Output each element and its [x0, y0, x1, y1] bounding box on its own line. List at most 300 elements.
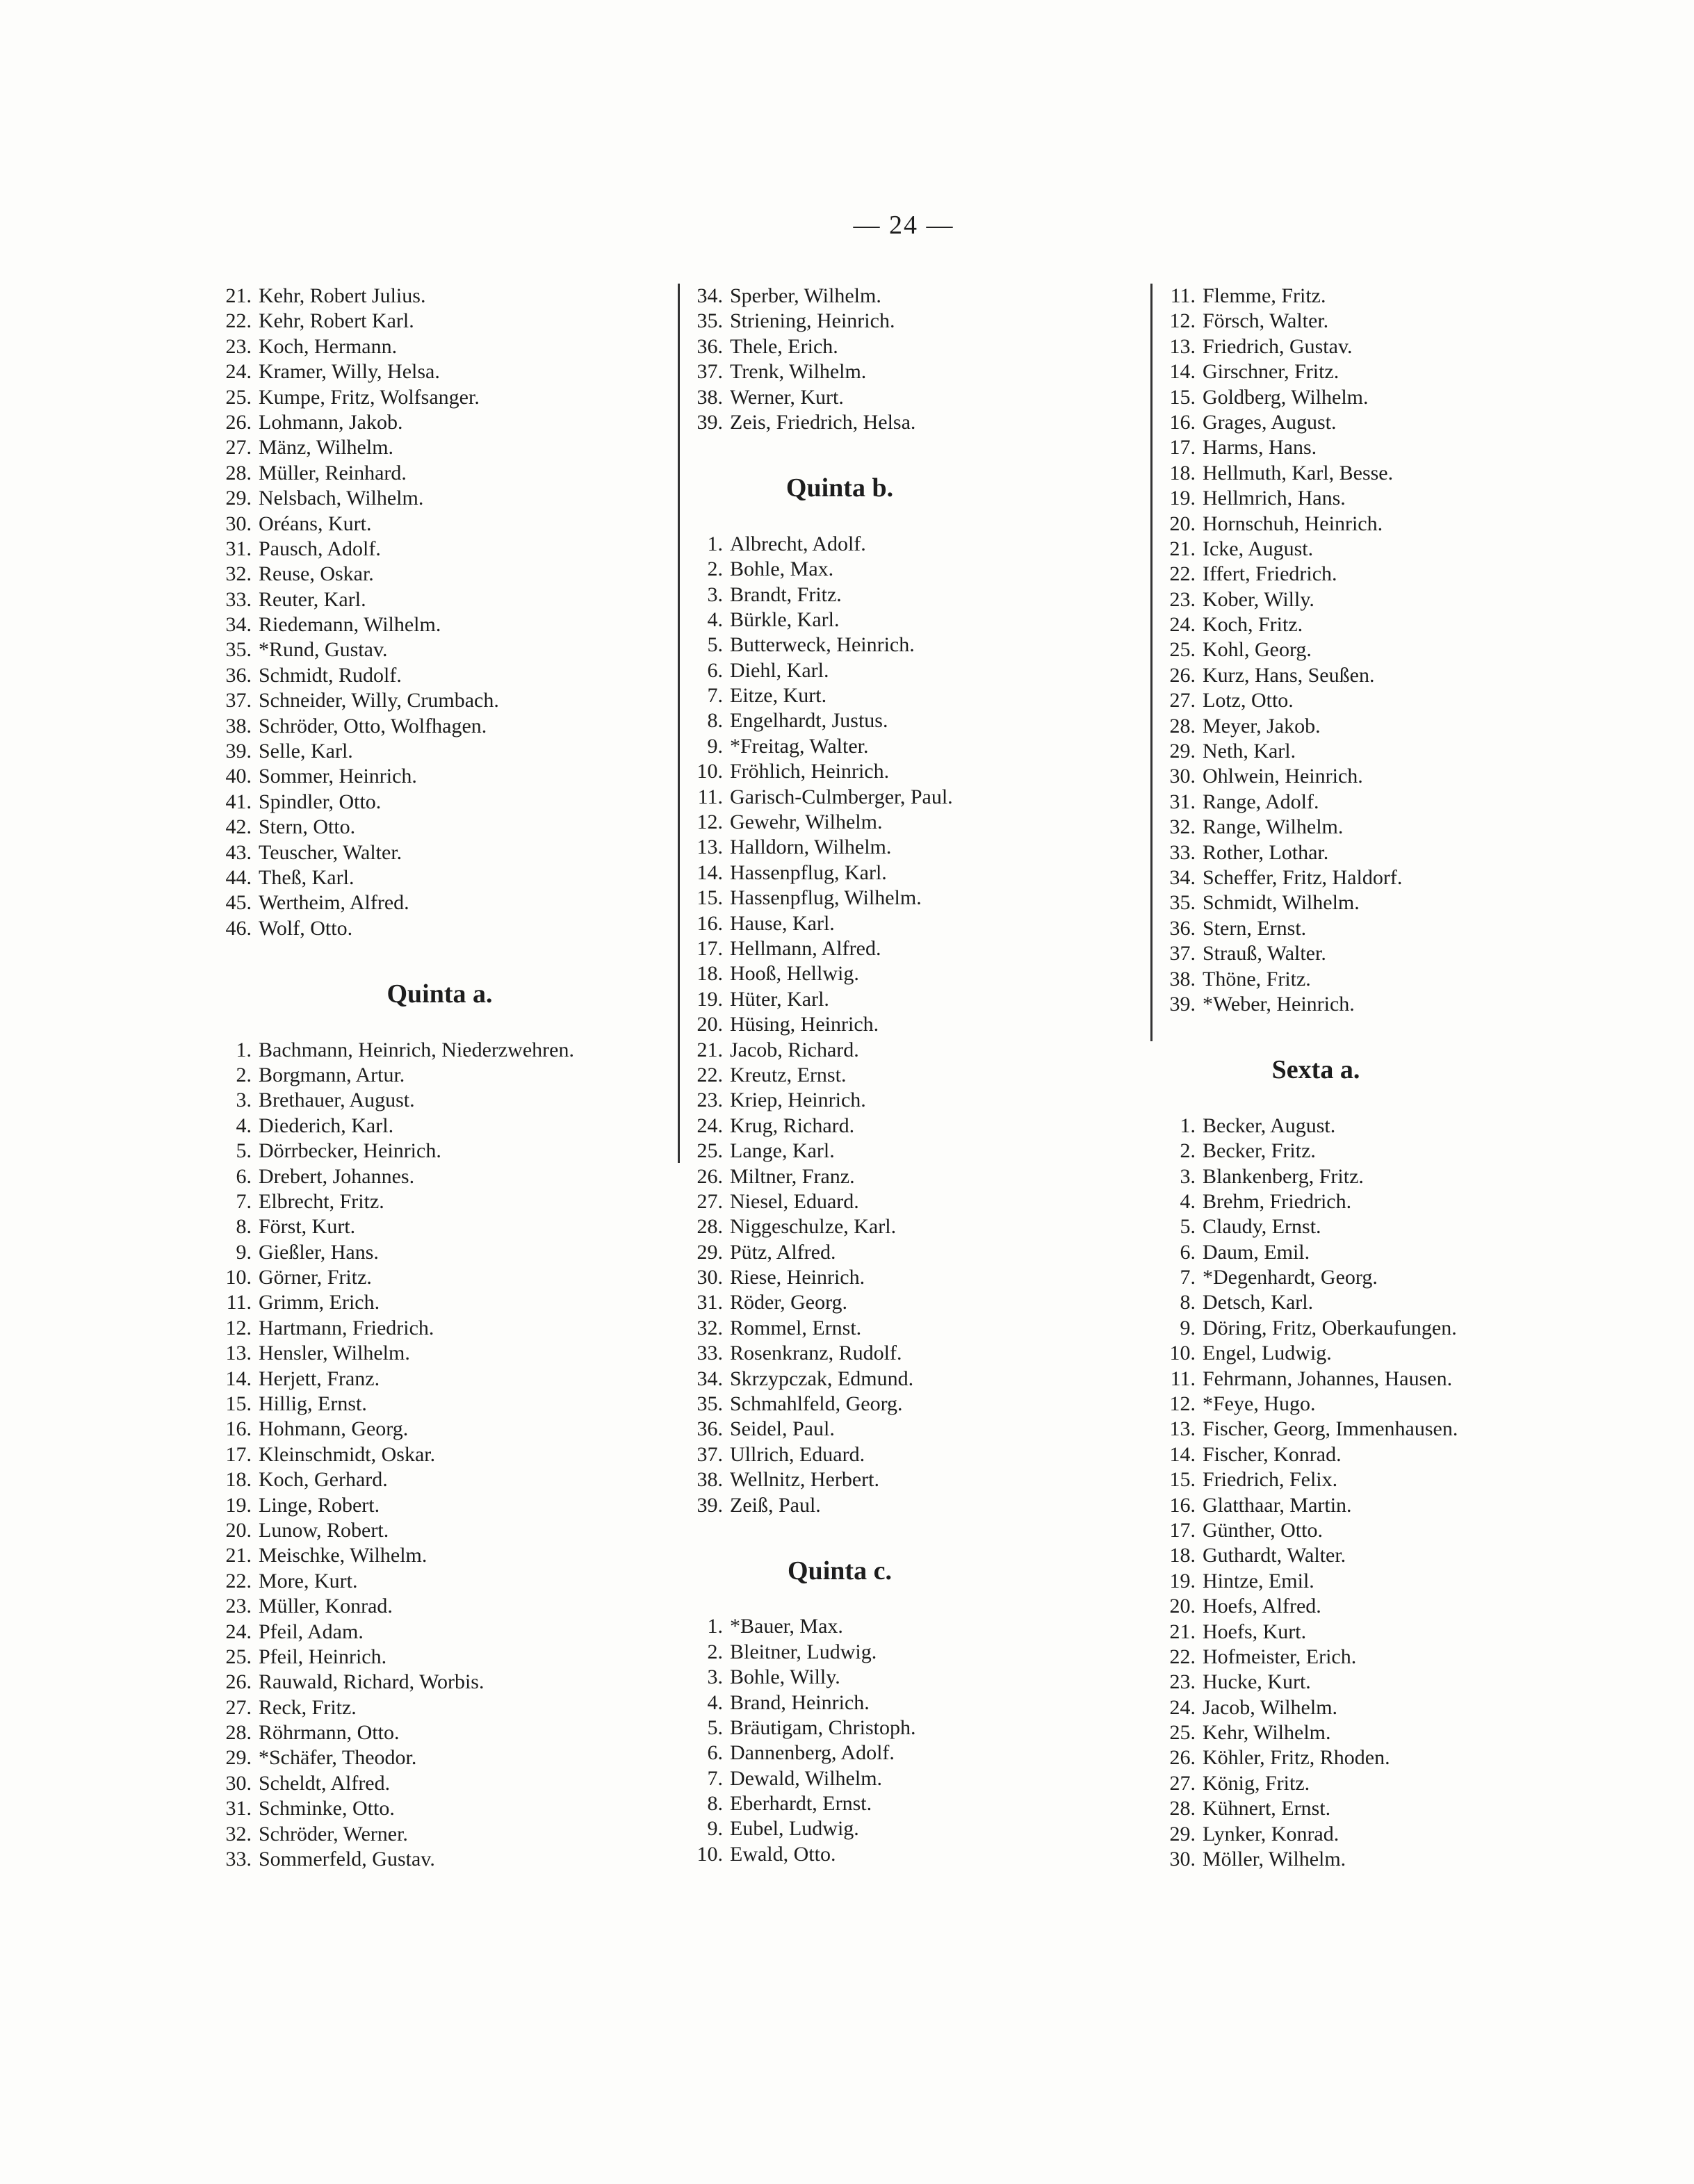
- entry-name: Schmidt, Wilhelm.: [1203, 891, 1360, 915]
- entry-name: Halldorn, Wilhelm.: [730, 836, 892, 859]
- list-item: [209, 1720, 671, 1745]
- list-item: [1153, 1417, 1604, 1442]
- entry-number: 27.: [697, 1189, 723, 1213]
- entry-number: 42.: [225, 815, 252, 839]
- entry-name: Pfeil, Heinrich.: [259, 1645, 387, 1668]
- list-item: [209, 1847, 671, 1872]
- list-item: [1153, 410, 1604, 435]
- entry-name: Bohle, Max.: [730, 557, 834, 581]
- entry-number: 11.: [1170, 284, 1196, 307]
- entry-number: 1.: [236, 1038, 252, 1061]
- list-item: [680, 385, 1142, 410]
- entry-name: Borgmann, Artur.: [259, 1063, 405, 1086]
- entry-name: Thöne, Fritz.: [1203, 967, 1311, 991]
- entry-number: 30.: [1169, 1848, 1196, 1871]
- entry-number: 35.: [225, 638, 252, 662]
- entry-name: Ohlwein, Heinrich.: [1203, 765, 1363, 788]
- entry-number: 17.: [1169, 1518, 1196, 1542]
- entry-name: Ewald, Otto.: [730, 1842, 836, 1866]
- entry-number: 39.: [697, 410, 723, 434]
- list-item: [680, 759, 1142, 784]
- entry-number: 32.: [225, 1822, 252, 1845]
- entry-name: Jacob, Wilhelm.: [1203, 1695, 1338, 1719]
- entry-number: 31.: [225, 1797, 252, 1820]
- entry-number: 23.: [225, 1595, 252, 1618]
- list-item: [1153, 1518, 1604, 1543]
- entry-name: Koch, Fritz.: [1203, 613, 1303, 637]
- entry-name: Lange, Karl.: [730, 1139, 835, 1163]
- entry-name: Lunow, Robert.: [259, 1518, 389, 1542]
- entry-name: Koch, Hermann.: [259, 334, 398, 358]
- entry-number: 13.: [1169, 334, 1196, 358]
- entry-name: Elbrecht, Fritz.: [259, 1189, 384, 1213]
- entry-number: 15.: [225, 1392, 252, 1416]
- list-item: [1153, 840, 1604, 865]
- entry-number: 11.: [226, 1291, 252, 1314]
- list-item: [680, 309, 1142, 334]
- entry-number: 2.: [236, 1063, 252, 1086]
- entry-number: 30.: [225, 512, 252, 535]
- entry-name: More, Kurt.: [259, 1569, 358, 1592]
- list-item: [209, 1290, 671, 1315]
- entry-name: Trenk, Wilhelm.: [730, 360, 867, 384]
- entry-name: Lotz, Otto.: [1203, 689, 1294, 712]
- list-item: [1153, 587, 1604, 612]
- entry-name: Schmidt, Rudolf.: [259, 663, 402, 687]
- list-item: [680, 1341, 1142, 1366]
- list-item: [1153, 1467, 1604, 1492]
- entry-number: 37.: [1169, 942, 1196, 965]
- list-item: [209, 1670, 671, 1695]
- list-item: [680, 785, 1142, 810]
- entry-name: Detsch, Karl.: [1203, 1291, 1314, 1314]
- entry-name: Lynker, Konrad.: [1203, 1822, 1339, 1845]
- entry-number: 26.: [1169, 663, 1196, 687]
- entry-number: 40.: [225, 765, 252, 788]
- entry-name: Albrecht, Adolf.: [730, 532, 866, 555]
- list-item: [1153, 1695, 1604, 1720]
- entry-number: 4.: [1180, 1189, 1196, 1213]
- entry-name: Niesel, Eduard.: [730, 1189, 859, 1213]
- list-item: [209, 739, 671, 764]
- entry-name: Hassenpflug, Wilhelm.: [730, 886, 922, 910]
- entry-name: Girschner, Fritz.: [1203, 360, 1339, 384]
- entry-number: 31.: [1169, 790, 1196, 813]
- entry-name: König, Fritz.: [1203, 1771, 1310, 1795]
- list-item: [209, 1695, 671, 1720]
- entry-name: Reuse, Oskar.: [259, 562, 374, 586]
- list-item: [1153, 688, 1604, 713]
- list-item: [1153, 1594, 1604, 1619]
- list-item: [680, 1316, 1142, 1341]
- list-item: [209, 1569, 671, 1594]
- entry-name: Diederich, Karl.: [259, 1114, 394, 1137]
- list-item: [1153, 890, 1604, 915]
- list-item: [680, 734, 1142, 759]
- entry-name: Engel, Ludwig.: [1203, 1342, 1332, 1365]
- entry-name: Rommel, Ernst.: [730, 1316, 862, 1339]
- list-item: [680, 1640, 1142, 1665]
- entry-number: 26.: [697, 1164, 723, 1188]
- entry-name: Rother, Lothar.: [1203, 840, 1329, 864]
- list-item: [209, 1316, 671, 1341]
- list-item: [680, 359, 1142, 384]
- list-item: [1153, 663, 1604, 688]
- list-item: [209, 512, 671, 537]
- list-item: [209, 1620, 671, 1645]
- entry-number: 44.: [225, 865, 252, 889]
- entry-number: 28.: [1169, 1797, 1196, 1820]
- entry-number: 23.: [1169, 1670, 1196, 1694]
- entry-name: Meischke, Wilhelm.: [259, 1544, 427, 1567]
- entry-number: 30.: [1169, 765, 1196, 788]
- entry-name: Skrzypczak, Edmund.: [730, 1367, 914, 1390]
- list-item: [1153, 1720, 1604, 1745]
- list-item: [209, 359, 671, 384]
- entry-name: Bräutigam, Christoph.: [730, 1716, 916, 1739]
- list-item: [680, 1392, 1142, 1417]
- list-item: [209, 435, 671, 460]
- entry-number: 13.: [1169, 1417, 1196, 1441]
- column-2: [678, 284, 1142, 1866]
- entry-number: 3.: [236, 1089, 252, 1112]
- list-item: [680, 1842, 1142, 1867]
- entry-number: 1.: [707, 532, 723, 555]
- entry-name: Icke, August.: [1203, 537, 1314, 560]
- entry-name: Hensler, Wilhelm.: [259, 1342, 410, 1365]
- entry-name: Döring, Fritz, Oberkaufungen.: [1203, 1316, 1457, 1339]
- entry-name: Brehm, Friedrich.: [1203, 1189, 1352, 1213]
- entry-number: 16.: [225, 1417, 252, 1441]
- list-item: [209, 1771, 671, 1796]
- entry-name: Pfeil, Adam.: [259, 1620, 364, 1643]
- entry-name: Riese, Heinrich.: [730, 1266, 865, 1289]
- entry-number: 1.: [707, 1615, 723, 1638]
- list-item: [209, 790, 671, 815]
- entry-number: 22.: [1169, 562, 1196, 586]
- entry-number: 9.: [707, 1817, 723, 1841]
- entry-number: 7.: [236, 1189, 252, 1213]
- list-item: [680, 1766, 1142, 1791]
- list-item: [209, 562, 671, 587]
- entry-name: Hoefs, Kurt.: [1203, 1620, 1307, 1643]
- list-item: [680, 1716, 1142, 1741]
- entry-number: 20.: [1169, 1595, 1196, 1618]
- entry-name: *Weber, Heinrich.: [1203, 992, 1355, 1016]
- entry-number: 15.: [1169, 385, 1196, 409]
- entry-name: Hartmann, Friedrich.: [259, 1316, 434, 1339]
- list-item: [209, 1594, 671, 1619]
- list-item: [209, 1214, 671, 1239]
- entry-number: 29.: [225, 487, 252, 510]
- entry-number: 21.: [1169, 1620, 1196, 1643]
- entry-number: 39.: [697, 1493, 723, 1517]
- entry-number: 38.: [1169, 967, 1196, 991]
- list-item: [680, 658, 1142, 683]
- entry-name: Wertheim, Alfred.: [259, 891, 409, 915]
- list-item: [1153, 1240, 1604, 1265]
- list-item: [680, 1164, 1142, 1189]
- entry-name: Zeiß, Paul.: [730, 1493, 821, 1517]
- list-item: [209, 1367, 671, 1392]
- entry-name: Thele, Erich.: [730, 334, 838, 358]
- page-number: — 24 —: [853, 211, 954, 240]
- entry-name: Neth, Karl.: [1203, 740, 1296, 763]
- entry-number: 24.: [1169, 613, 1196, 637]
- entry-number: 34.: [697, 284, 723, 307]
- entry-name: *Bauer, Max.: [730, 1615, 843, 1638]
- entry-name: Meyer, Jakob.: [1203, 714, 1321, 737]
- entry-number: 16.: [1169, 410, 1196, 434]
- list-item: [1153, 1265, 1604, 1290]
- entry-number: 17.: [1169, 436, 1196, 459]
- entry-name: Brethauer, August.: [259, 1089, 415, 1112]
- list-item: [209, 1341, 671, 1366]
- list-item: [209, 1467, 671, 1492]
- entry-name: Kriep, Heinrich.: [730, 1089, 866, 1112]
- entry-name: Ullrich, Eduard.: [730, 1442, 865, 1466]
- list-item: [1153, 385, 1604, 410]
- entry-number: 38.: [697, 1468, 723, 1492]
- entry-number: 10.: [697, 760, 723, 783]
- entry-number: 9.: [1180, 1316, 1196, 1339]
- list-item: [209, 663, 671, 688]
- entry-number: 6.: [1180, 1240, 1196, 1264]
- list-item: [680, 410, 1142, 435]
- entry-number: 30.: [225, 1771, 252, 1795]
- entry-number: 21.: [225, 1544, 252, 1567]
- list-item: [209, 1645, 671, 1670]
- entry-number: 15.: [1169, 1468, 1196, 1492]
- list-item: [1153, 714, 1604, 739]
- list-item: [680, 1088, 1142, 1113]
- entry-name: Köhler, Fritz, Rhoden.: [1203, 1746, 1390, 1770]
- entry-number: 21.: [697, 1038, 723, 1061]
- section-heading-quinta-c: Quinta c.: [788, 1556, 892, 1586]
- entry-name: Becker, August.: [1203, 1114, 1336, 1137]
- entry-number: 14.: [697, 861, 723, 884]
- list-item: [680, 1467, 1142, 1492]
- entry-name: Hellmuth, Karl, Besse.: [1203, 461, 1394, 484]
- entry-number: 3.: [1180, 1164, 1196, 1188]
- list-quinta-b: [680, 532, 1142, 1518]
- list-item: [1153, 1493, 1604, 1518]
- entry-number: 18.: [1169, 461, 1196, 484]
- list-item: [680, 608, 1142, 633]
- entry-name: Daum, Emil.: [1203, 1240, 1310, 1264]
- list-item: [680, 1214, 1142, 1239]
- entry-name: Försch, Walter.: [1203, 309, 1329, 333]
- list-item: [1153, 284, 1604, 309]
- entry-number: 9.: [236, 1240, 252, 1264]
- list-item: [680, 1063, 1142, 1088]
- entry-number: 23.: [697, 1089, 723, 1112]
- entry-name: Kober, Willy.: [1203, 587, 1314, 611]
- entry-name: Hucke, Kurt.: [1203, 1670, 1311, 1694]
- list-item: [209, 587, 671, 612]
- entry-name: Brand, Heinrich.: [730, 1690, 870, 1714]
- list-item: [680, 861, 1142, 886]
- entry-number: 17.: [697, 936, 723, 960]
- entry-name: Hassenpflug, Karl.: [730, 861, 887, 884]
- entry-number: 43.: [225, 840, 252, 864]
- entry-name: Kurz, Hans, Seußen.: [1203, 663, 1375, 687]
- entry-number: 19.: [1169, 1569, 1196, 1592]
- entry-name: Kühnert, Ernst.: [1203, 1797, 1331, 1820]
- entry-name: Blankenberg, Fritz.: [1203, 1164, 1364, 1188]
- list-item: [680, 1442, 1142, 1467]
- entry-number: 1.: [1180, 1114, 1196, 1137]
- entry-number: 10.: [1169, 1342, 1196, 1365]
- list-item: [1153, 1290, 1604, 1315]
- list-item: [209, 865, 671, 890]
- entry-number: 35.: [697, 1392, 723, 1416]
- list-item: [1153, 512, 1604, 537]
- entry-number: 6.: [236, 1164, 252, 1188]
- entry-name: Dannenberg, Adolf.: [730, 1741, 895, 1765]
- entry-name: Iffert, Friedrich.: [1203, 562, 1337, 586]
- entry-name: Hause, Karl.: [730, 911, 835, 935]
- entry-number: 26.: [225, 410, 252, 434]
- list-item: [1153, 916, 1604, 941]
- entry-number: 6.: [707, 1741, 723, 1765]
- entry-number: 34.: [225, 613, 252, 637]
- list-item: [680, 1690, 1142, 1716]
- entry-name: Kehr, Robert Karl.: [259, 309, 414, 333]
- list-continued: [1153, 284, 1604, 1017]
- entry-number: 7.: [707, 1766, 723, 1790]
- list-item: [680, 1012, 1142, 1037]
- list-item: [680, 961, 1142, 986]
- list-item: [1153, 612, 1604, 637]
- list-item: [209, 1189, 671, 1214]
- entry-name: Mänz, Wilhelm.: [259, 436, 394, 459]
- entry-name: Friedrich, Felix.: [1203, 1468, 1338, 1492]
- list-item: [209, 840, 671, 865]
- entry-number: 7.: [707, 684, 723, 708]
- list-item: [1153, 1822, 1604, 1847]
- entry-number: 27.: [225, 1695, 252, 1719]
- list-item: [1153, 1771, 1604, 1796]
- entry-number: 4.: [707, 1690, 723, 1714]
- entry-number: 5.: [1180, 1215, 1196, 1239]
- list-item: [1153, 1164, 1604, 1189]
- entry-name: Hellmrich, Hans.: [1203, 487, 1346, 510]
- entry-name: Rosenkranz, Rudolf.: [730, 1342, 902, 1365]
- entry-name: Pausch, Adolf.: [259, 537, 381, 560]
- entry-number: 31.: [697, 1291, 723, 1314]
- entry-number: 22.: [225, 309, 252, 333]
- entry-name: Kehr, Wilhelm.: [1203, 1721, 1331, 1745]
- entry-name: Lohmann, Jakob.: [259, 410, 403, 434]
- entry-name: Eubel, Ludwig.: [730, 1817, 859, 1841]
- entry-name: Müller, Reinhard.: [259, 461, 407, 484]
- entry-name: Kohl, Georg.: [1203, 638, 1312, 662]
- entry-number: 25.: [225, 385, 252, 409]
- list-item: [680, 886, 1142, 911]
- entry-name: Eberhardt, Ernst.: [730, 1792, 872, 1816]
- list-sexta-a: [1153, 1114, 1604, 1873]
- entry-number: 35.: [1169, 891, 1196, 915]
- list-item: [680, 532, 1142, 557]
- list-item: [209, 1745, 671, 1770]
- entry-number: 38.: [697, 385, 723, 409]
- list-item: [680, 1417, 1142, 1442]
- entry-name: Diehl, Karl.: [730, 658, 829, 682]
- entry-number: 37.: [697, 1442, 723, 1466]
- entry-number: 33.: [225, 587, 252, 611]
- entry-name: Hohmann, Georg.: [259, 1417, 409, 1441]
- list-item: [680, 1114, 1142, 1139]
- list-item: [1153, 486, 1604, 511]
- entry-name: Glatthaar, Martin.: [1203, 1493, 1352, 1517]
- entry-number: 25.: [697, 1139, 723, 1163]
- entry-name: Rauwald, Richard, Worbis.: [259, 1670, 484, 1694]
- entry-name: Oréans, Kurt.: [259, 512, 372, 535]
- entry-number: 26.: [225, 1670, 252, 1694]
- entry-number: 33.: [225, 1848, 252, 1871]
- entry-name: Gewehr, Wilhelm.: [730, 810, 883, 834]
- entry-number: 13.: [697, 836, 723, 859]
- entry-name: Drebert, Johannes.: [259, 1164, 415, 1188]
- entry-number: 16.: [697, 911, 723, 935]
- list-item: [209, 410, 671, 435]
- list-item: [209, 890, 671, 915]
- list-item: [680, 708, 1142, 733]
- list-item: [209, 637, 671, 662]
- entry-name: Strauß, Walter.: [1203, 942, 1326, 965]
- list-item: [1153, 1214, 1604, 1239]
- entry-name: *Feye, Hugo.: [1203, 1392, 1316, 1416]
- list-item: [1153, 1114, 1604, 1139]
- entry-name: Werner, Kurt.: [730, 385, 844, 409]
- column-3: [1150, 284, 1604, 1871]
- list-item: [1153, 1189, 1604, 1214]
- entry-name: Kreutz, Ernst.: [730, 1063, 847, 1086]
- entry-number: 24.: [697, 1114, 723, 1137]
- entry-number: 38.: [225, 714, 252, 737]
- entry-name: Guthardt, Walter.: [1203, 1544, 1346, 1567]
- entry-number: 28.: [1169, 714, 1196, 737]
- entry-name: Bürkle, Karl.: [730, 608, 840, 631]
- list-item: [680, 582, 1142, 608]
- list-item: [1153, 309, 1604, 334]
- entry-name: Theß, Karl.: [259, 865, 355, 889]
- entry-name: Bachmann, Heinrich, Niederzwehren.: [259, 1038, 574, 1061]
- entry-name: Stern, Ernst.: [1203, 916, 1307, 940]
- entry-number: 12.: [1169, 309, 1196, 333]
- entry-name: Sommerfeld, Gustav.: [259, 1848, 435, 1871]
- entry-number: 23.: [225, 334, 252, 358]
- entry-number: 45.: [225, 891, 252, 915]
- list-item: [209, 1139, 671, 1164]
- entry-number: 36.: [225, 663, 252, 687]
- entry-name: Schminke, Otto.: [259, 1797, 395, 1820]
- list-item: [680, 835, 1142, 860]
- entry-name: Koch, Gerhard.: [259, 1468, 388, 1492]
- list-item: [209, 1265, 671, 1290]
- list-item: [209, 334, 671, 359]
- entry-number: 11.: [697, 785, 723, 808]
- list-item: [209, 537, 671, 562]
- entry-name: Niggeschulze, Karl.: [730, 1215, 897, 1239]
- entry-number: 5.: [707, 1716, 723, 1739]
- list-item: [680, 1139, 1142, 1164]
- list-item: [1153, 1645, 1604, 1670]
- entry-name: Hintze, Emil.: [1203, 1569, 1314, 1592]
- entry-name: Dörrbecker, Heinrich.: [259, 1139, 441, 1163]
- entry-name: Röder, Georg.: [730, 1291, 848, 1314]
